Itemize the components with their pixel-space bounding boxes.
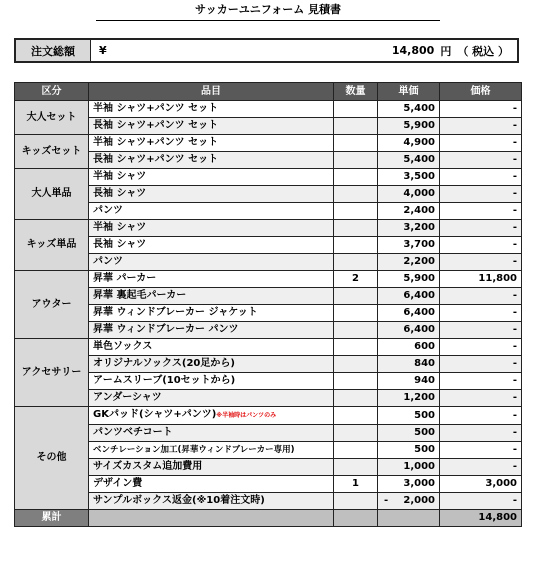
table-row xyxy=(15,305,522,322)
price-cell: - xyxy=(440,118,522,135)
price-cell: - xyxy=(440,407,522,425)
table-row xyxy=(15,118,522,135)
unit-price-cell: 500 xyxy=(378,407,440,425)
qty-cell[interactable] xyxy=(334,203,378,220)
qty-cell[interactable]: 1 xyxy=(334,476,378,493)
unit-price-cell: 3,700 xyxy=(378,237,440,254)
table-row xyxy=(15,476,522,493)
table-row xyxy=(15,442,522,459)
category-cell: 大人単品 xyxy=(15,169,89,220)
item-cell: パンツベチコート xyxy=(89,425,334,442)
unit-price-cell: 4,000 xyxy=(378,186,440,203)
total-spacer xyxy=(378,510,440,527)
price-cell: - xyxy=(440,288,522,305)
category-cell: アウター xyxy=(15,271,89,339)
item-cell: 長袖 シャツ xyxy=(89,237,334,254)
document-title: サッカーユニフォーム 見積書 xyxy=(96,2,440,21)
order-total-value: 14,800 xyxy=(391,44,435,57)
total-row xyxy=(15,510,522,527)
item-cell: アンダーシャツ xyxy=(89,390,334,407)
item-cell: 長袖 シャツ+パンツ セット xyxy=(89,152,334,169)
unit-price-cell: 5,900 xyxy=(378,271,440,288)
category-cell: 大人セット xyxy=(15,101,89,135)
table-row xyxy=(15,237,522,254)
item-cell: アームスリーブ(10セットから) xyxy=(89,373,334,390)
item-cell: サンプルボックス返金(※10着注文時) xyxy=(89,493,334,510)
price-cell: - xyxy=(440,254,522,271)
price-cell: - xyxy=(440,186,522,203)
unit-price-cell: 6,400 xyxy=(378,322,440,339)
table-row xyxy=(15,101,522,118)
qty-cell[interactable] xyxy=(334,288,378,305)
price-cell: - xyxy=(440,356,522,373)
unit-price-cell: 500 xyxy=(378,425,440,442)
table-row xyxy=(15,459,522,476)
item-cell: 昇華 裏起毛パーカー xyxy=(89,288,334,305)
table-row xyxy=(15,390,522,407)
table-row xyxy=(15,356,522,373)
price-cell: - xyxy=(440,203,522,220)
qty-cell[interactable] xyxy=(334,152,378,169)
qty-cell[interactable] xyxy=(334,356,378,373)
item-cell: 半袖 シャツ+パンツ セット xyxy=(89,135,334,152)
table-row xyxy=(15,186,522,203)
item-cell: デザイン費 xyxy=(89,476,334,493)
unit-price-cell: 1,200 xyxy=(378,390,440,407)
category-cell: その他 xyxy=(15,407,89,510)
qty-cell[interactable] xyxy=(334,237,378,254)
table-row xyxy=(15,493,522,510)
price-cell: - xyxy=(440,442,522,459)
price-cell: - xyxy=(440,220,522,237)
unit-price-cell: 3,000 xyxy=(378,476,440,493)
unit-price-cell: 600 xyxy=(378,339,440,356)
unit-price-cell: 2,200 xyxy=(378,254,440,271)
qty-cell[interactable] xyxy=(334,339,378,356)
table-row xyxy=(15,203,522,220)
price-cell: - xyxy=(440,425,522,442)
item-cell: サイズカスタム追加費用 xyxy=(89,459,334,476)
price-cell: 3,000 xyxy=(440,476,522,493)
table-row xyxy=(15,220,522,237)
category-cell: キッズ単品 xyxy=(15,220,89,271)
unit-price-cell: 6,400 xyxy=(378,288,440,305)
item-cell: 昇華 ウィンドブレーカー パンツ xyxy=(89,322,334,339)
item-note: ※半袖時はパンツのみ xyxy=(216,412,277,419)
order-total-box xyxy=(14,38,519,63)
qty-cell[interactable] xyxy=(334,101,378,118)
item-cell: 長袖 シャツ+パンツ セット xyxy=(89,118,334,135)
unit-price-cell xyxy=(378,493,440,510)
unit-price-cell: 940 xyxy=(378,373,440,390)
qty-cell[interactable] xyxy=(334,322,378,339)
unit-price-cell: 840 xyxy=(378,356,440,373)
order-total-tax: （ 税込 ） xyxy=(457,44,509,58)
order-total-label: 注文総額 xyxy=(16,40,91,61)
item-cell: パンツ xyxy=(89,254,334,271)
price-cell: - xyxy=(440,322,522,339)
total-label: 累計 xyxy=(15,510,89,527)
order-total-amount xyxy=(139,40,517,61)
header-qty: 数量 xyxy=(334,83,378,101)
qty-cell[interactable] xyxy=(334,493,378,510)
qty-cell[interactable] xyxy=(334,186,378,203)
qty-cell[interactable] xyxy=(334,390,378,407)
table-header-row xyxy=(15,83,522,101)
item-cell: 昇華 ウィンドブレーカー ジャケット xyxy=(89,305,334,322)
item-cell: 半袖 シャツ xyxy=(89,169,334,186)
qty-cell[interactable] xyxy=(334,373,378,390)
table-row xyxy=(15,254,522,271)
price-cell: - xyxy=(440,169,522,186)
price-cell: - xyxy=(440,152,522,169)
total-spacer xyxy=(334,510,378,527)
price-cell: - xyxy=(440,390,522,407)
item-cell: 半袖 シャツ xyxy=(89,220,334,237)
header-category: 区分 xyxy=(15,83,89,101)
price-cell: - xyxy=(440,237,522,254)
price-cell: - xyxy=(440,459,522,476)
table-row xyxy=(15,152,522,169)
currency-symbol: ¥ xyxy=(99,44,107,57)
unit-price-cell: 1,000 xyxy=(378,459,440,476)
order-total-unit: 円 xyxy=(440,44,452,58)
unit-price-cell: 5,400 xyxy=(378,152,440,169)
category-cell: アクセサリー xyxy=(15,339,89,407)
table-row xyxy=(15,135,522,152)
table-row xyxy=(15,373,522,390)
header-item: 品目 xyxy=(89,83,334,101)
qty-cell[interactable] xyxy=(334,425,378,442)
qty-cell[interactable] xyxy=(334,118,378,135)
table-row xyxy=(15,339,522,356)
table-row xyxy=(15,169,522,186)
unit-price-cell: 6,400 xyxy=(378,305,440,322)
item-cell: 長袖 シャツ xyxy=(89,186,334,203)
unit-price-cell: 5,400 xyxy=(378,101,440,118)
price-cell: - xyxy=(440,373,522,390)
header-price: 価格 xyxy=(440,83,522,101)
qty-cell[interactable] xyxy=(334,220,378,237)
table-row xyxy=(15,271,522,288)
price-cell: - xyxy=(440,339,522,356)
unit-price-cell: 500 xyxy=(378,442,440,459)
table-row xyxy=(15,425,522,442)
item-cell: 半袖 シャツ+パンツ セット xyxy=(89,101,334,118)
total-value: 14,800 xyxy=(440,510,522,527)
qty-cell[interactable] xyxy=(334,135,378,152)
qty-cell[interactable] xyxy=(334,169,378,186)
estimate-table xyxy=(14,82,522,527)
category-cell: キッズセット xyxy=(15,135,89,169)
item-cell xyxy=(89,407,334,425)
unit-price-cell: 2,400 xyxy=(378,203,440,220)
unit-price-cell: 3,200 xyxy=(378,220,440,237)
item-cell: パンツ xyxy=(89,203,334,220)
negative-sign: - xyxy=(384,495,389,506)
qty-cell[interactable] xyxy=(334,459,378,476)
header-unit-price: 単価 xyxy=(378,83,440,101)
qty-cell[interactable] xyxy=(334,442,378,459)
item-cell: 昇華 パーカー xyxy=(89,271,334,288)
price-cell: - xyxy=(440,101,522,118)
price-cell: - xyxy=(440,493,522,510)
table-row xyxy=(15,407,522,425)
qty-cell[interactable] xyxy=(334,305,378,322)
qty-cell[interactable] xyxy=(334,407,378,425)
unit-price-cell: 5,900 xyxy=(378,118,440,135)
item-cell: ベンチレーション加工(昇華ウィンドブレーカー専用) xyxy=(89,442,334,459)
table-row xyxy=(15,322,522,339)
price-cell: - xyxy=(440,305,522,322)
table-row xyxy=(15,288,522,305)
item-cell: オリジナルソックス(20足から) xyxy=(89,356,334,373)
item-label: GKパッド(シャツ+パンツ) xyxy=(93,409,217,420)
price-cell: - xyxy=(440,135,522,152)
unit-price-value: 2,000 xyxy=(403,495,435,506)
item-cell: 単色ソックス xyxy=(89,339,334,356)
price-cell: 11,800 xyxy=(440,271,522,288)
total-spacer xyxy=(89,510,334,527)
unit-price-cell: 3,500 xyxy=(378,169,440,186)
unit-price-cell: 4,900 xyxy=(378,135,440,152)
qty-cell[interactable]: 2 xyxy=(334,271,378,288)
qty-cell[interactable] xyxy=(334,254,378,271)
